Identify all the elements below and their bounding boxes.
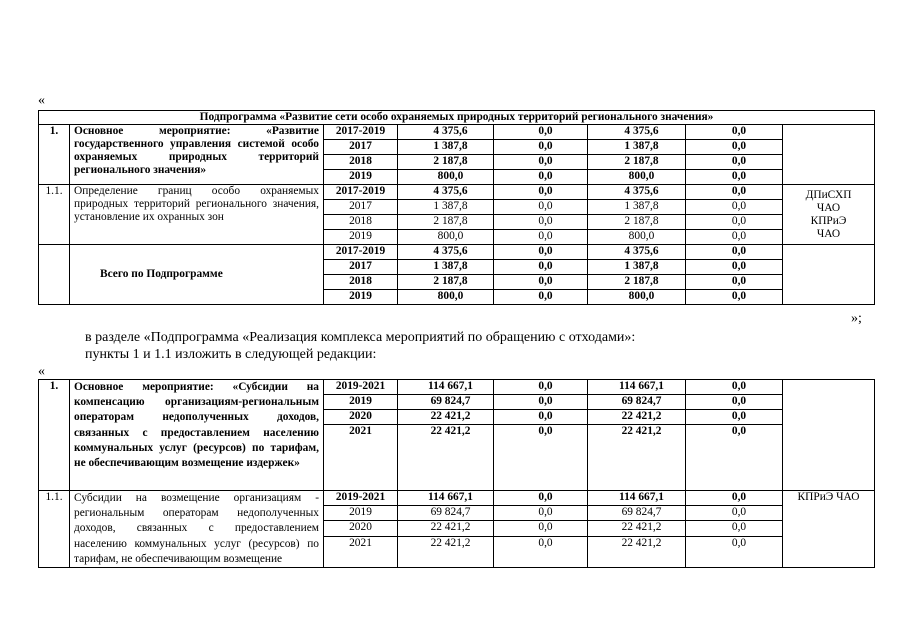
value-cell: 0,0	[494, 245, 588, 260]
value-cell: 22 421,2	[588, 410, 686, 425]
value-cell: 0,0	[686, 380, 783, 395]
subprogram-table-waste-management	[38, 379, 875, 568]
period-cell: 2017-2019	[324, 185, 398, 200]
value-cell: 0,0	[494, 410, 588, 425]
period-cell: 2021	[324, 425, 398, 491]
value-cell: 4 375,6	[588, 185, 686, 200]
value-cell: 4 375,6	[398, 185, 494, 200]
value-cell: 0,0	[686, 395, 783, 410]
opening-quote-2: «	[38, 364, 45, 379]
value-cell: 1 387,8	[398, 200, 494, 215]
period-cell: 2017-2019	[324, 245, 398, 260]
value-cell: 800,0	[398, 170, 494, 185]
row-index: 1.1.	[39, 491, 70, 568]
value-cell: 800,0	[398, 290, 494, 305]
table-row	[39, 125, 875, 140]
table-row	[39, 185, 875, 200]
period-cell: 2019	[324, 290, 398, 305]
value-cell: 0,0	[686, 275, 783, 290]
value-cell: 800,0	[588, 230, 686, 245]
value-cell: 0,0	[494, 185, 588, 200]
activity-description: Определение границ особо охраняемых природных территорий регионального значения, установление их охранных зон	[70, 185, 324, 245]
subprogram-title: Подпрограмма «Развитие сети особо охраняемых природных территорий регионального значения»	[39, 111, 875, 125]
value-cell: 0,0	[686, 491, 783, 506]
value-cell: 0,0	[494, 491, 588, 506]
value-cell: 0,0	[686, 200, 783, 215]
value-cell: 4 375,6	[398, 125, 494, 140]
value-cell: 4 375,6	[398, 245, 494, 260]
row-index: 1.	[39, 125, 70, 185]
value-cell: 22 421,2	[588, 521, 686, 536]
value-cell: 800,0	[398, 230, 494, 245]
value-cell: 114 667,1	[398, 491, 494, 506]
value-cell: 22 421,2	[588, 536, 686, 567]
responsible-executor: КПРиЭ ЧАО	[783, 491, 875, 568]
paragraph-instruction: пункты 1 и 1.1 изложить в следующей редакции:	[85, 347, 377, 362]
value-cell: 0,0	[494, 125, 588, 140]
period-cell: 2019-2021	[324, 380, 398, 395]
value-cell: 2 187,8	[588, 275, 686, 290]
value-cell: 114 667,1	[588, 380, 686, 395]
value-cell: 0,0	[494, 395, 588, 410]
value-cell: 0,0	[686, 506, 783, 521]
period-cell: 2019	[324, 170, 398, 185]
value-cell: 0,0	[494, 260, 588, 275]
responsible-cell	[783, 245, 875, 305]
value-cell: 0,0	[686, 155, 783, 170]
value-cell: 69 824,7	[398, 395, 494, 410]
value-cell: 0,0	[494, 200, 588, 215]
value-cell: 4 375,6	[588, 245, 686, 260]
period-cell: 2021	[324, 536, 398, 567]
period-cell: 2019	[324, 230, 398, 245]
table-row	[39, 245, 875, 260]
value-cell: 0,0	[494, 290, 588, 305]
value-cell: 1 387,8	[588, 260, 686, 275]
row-index	[39, 245, 70, 305]
value-cell: 114 667,1	[588, 491, 686, 506]
responsible-executor: ДПиСХП ЧАО КПРиЭ ЧАО	[783, 185, 875, 245]
table-row	[39, 491, 875, 506]
value-cell: 0,0	[494, 521, 588, 536]
value-cell: 4 375,6	[588, 125, 686, 140]
value-cell: 0,0	[686, 536, 783, 567]
period-cell: 2017	[324, 200, 398, 215]
value-cell: 2 187,8	[588, 155, 686, 170]
value-cell: 0,0	[494, 215, 588, 230]
value-cell: 0,0	[494, 380, 588, 395]
value-cell: 800,0	[588, 290, 686, 305]
period-cell: 2020	[324, 521, 398, 536]
value-cell: 0,0	[686, 290, 783, 305]
value-cell: 1 387,8	[588, 200, 686, 215]
value-cell: 1 387,8	[588, 140, 686, 155]
period-cell: 2020	[324, 410, 398, 425]
value-cell: 0,0	[494, 275, 588, 290]
value-cell: 0,0	[686, 215, 783, 230]
value-cell: 114 667,1	[398, 380, 494, 395]
period-cell: 2019-2021	[324, 491, 398, 506]
period-cell: 2019	[324, 506, 398, 521]
closing-quote: »;	[851, 311, 862, 326]
value-cell: 2 187,8	[398, 155, 494, 170]
period-cell: 2018	[324, 155, 398, 170]
period-cell: 2019	[324, 395, 398, 410]
main-activity-description: Основное мероприятие: «Развитие государственного управления системой особо охраняемых природных территорий регионального значения»	[70, 125, 324, 185]
responsible-cell	[783, 125, 875, 185]
value-cell: 22 421,2	[398, 521, 494, 536]
value-cell: 22 421,2	[588, 425, 686, 491]
value-cell: 22 421,2	[398, 425, 494, 491]
value-cell: 0,0	[494, 230, 588, 245]
period-cell: 2018	[324, 215, 398, 230]
responsible-cell	[783, 380, 875, 491]
main-activity-description: Основное мероприятие: «Субсидии на компенсацию организациям-региональным операторам недополученных доходов, связанных с предоставлением населению коммунальных услуг (ресурсов) по тарифам, не обеспечивающим возмещение издержек»	[70, 380, 324, 491]
value-cell: 0,0	[494, 170, 588, 185]
period-cell: 2018	[324, 275, 398, 290]
value-cell: 22 421,2	[398, 410, 494, 425]
table-row	[39, 380, 875, 395]
value-cell: 0,0	[686, 521, 783, 536]
row-index: 1.1.	[39, 185, 70, 245]
value-cell: 0,0	[686, 185, 783, 200]
subprogram-total-label: Всего по Подпрограмме	[70, 245, 324, 305]
value-cell: 1 387,8	[398, 140, 494, 155]
value-cell: 0,0	[686, 245, 783, 260]
value-cell: 0,0	[686, 260, 783, 275]
value-cell: 2 187,8	[398, 215, 494, 230]
value-cell: 69 824,7	[588, 506, 686, 521]
value-cell: 0,0	[494, 536, 588, 567]
value-cell: 69 824,7	[588, 395, 686, 410]
value-cell: 0,0	[686, 425, 783, 491]
value-cell: 0,0	[686, 230, 783, 245]
activity-description: Субсидии на возмещение организациям - региональным операторам недополученных доходов, связанных с предоставлением населению коммунальных услуг (ресурсов) по тарифам, не обеспечивающим возмещение	[70, 491, 324, 568]
value-cell: 0,0	[494, 506, 588, 521]
period-cell: 2017	[324, 260, 398, 275]
value-cell: 1 387,8	[398, 260, 494, 275]
value-cell: 22 421,2	[398, 536, 494, 567]
value-cell: 2 187,8	[398, 275, 494, 290]
value-cell: 0,0	[686, 140, 783, 155]
value-cell: 800,0	[588, 170, 686, 185]
value-cell: 0,0	[686, 170, 783, 185]
period-cell: 2017-2019	[324, 125, 398, 140]
value-cell: 0,0	[494, 140, 588, 155]
period-cell: 2017	[324, 140, 398, 155]
value-cell: 0,0	[494, 155, 588, 170]
value-cell: 69 824,7	[398, 506, 494, 521]
paragraph-section-reference: в разделе «Подпрограмма «Реализация комплекса мероприятий по обращению с отходами»:	[85, 330, 636, 345]
value-cell: 2 187,8	[588, 215, 686, 230]
opening-quote: «	[38, 93, 45, 108]
value-cell: 0,0	[494, 425, 588, 491]
value-cell: 0,0	[686, 125, 783, 140]
subprogram-table-protected-areas	[38, 110, 875, 305]
row-index: 1.	[39, 380, 70, 491]
value-cell: 0,0	[686, 410, 783, 425]
